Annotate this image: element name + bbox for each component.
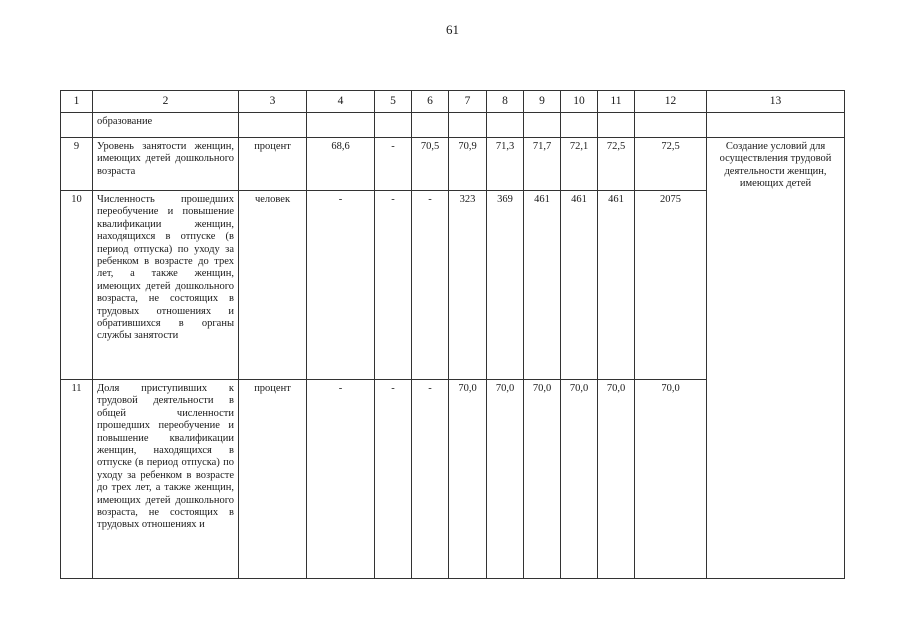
column-header: 9 — [524, 91, 561, 113]
value-cell: 461 — [598, 191, 635, 380]
value-cell: 70,0 — [561, 380, 598, 579]
value-cell: 70,0 — [524, 380, 561, 579]
value-cell: 70,0 — [635, 380, 707, 579]
row-number: 9 — [61, 138, 93, 191]
table-row — [61, 138, 845, 191]
value-cell: 2075 — [635, 191, 707, 380]
value-cell: 323 — [449, 191, 487, 380]
table-cell — [598, 113, 635, 138]
indicator-name: Доля приступивших к трудовой деятельности в общей численности прошедших переобучение и повышение квалификации женщин, находящихся в отпуске (в период отпуска) по уходу за ребенком в возрасте до трех лет, а также женщин, имеющих детей дошкольного возраста, не состоящих в трудовых отношениях и — [93, 380, 239, 579]
value-cell: 369 — [487, 191, 524, 380]
column-header: 2 — [93, 91, 239, 113]
table-cell — [524, 113, 561, 138]
table-cell — [412, 113, 449, 138]
row-number: 10 — [61, 191, 93, 380]
value-cell: - — [412, 380, 449, 579]
value-cell: 72,5 — [635, 138, 707, 191]
value-cell: 71,3 — [487, 138, 524, 191]
page-number: 61 — [446, 22, 459, 37]
table-cell — [707, 113, 845, 138]
value-cell: - — [375, 191, 412, 380]
table-cell — [449, 113, 487, 138]
value-cell: 70,0 — [449, 380, 487, 579]
indicator-name: Численность прошедших переобучение и повышение квалификации женщин, находящихся в отпуске (в период отпуска) по уходу за ребенком в возрасте до трех лет, а также женщин, имеющих детей дошкольного возраста, не состоящих в трудовых отношениях и обратившихся в органы службы занятости — [93, 191, 239, 380]
value-cell: 70,0 — [598, 380, 635, 579]
value-cell: 461 — [561, 191, 598, 380]
column-header: 11 — [598, 91, 635, 113]
value-cell: 72,1 — [561, 138, 598, 191]
continuation-row — [61, 113, 845, 138]
column-header: 4 — [307, 91, 375, 113]
column-header: 12 — [635, 91, 707, 113]
column-header: 5 — [375, 91, 412, 113]
column-header: 3 — [239, 91, 307, 113]
value-cell: - — [375, 138, 412, 191]
indicators-table — [60, 90, 845, 579]
table-cell — [239, 113, 307, 138]
table-cell — [307, 113, 375, 138]
value-cell: - — [307, 191, 375, 380]
column-header: 10 — [561, 91, 598, 113]
column-header: 8 — [487, 91, 524, 113]
indicator-name: Уровень занятости женщин, имеющих детей дошкольного возраста — [93, 138, 239, 191]
value-cell: 70,5 — [412, 138, 449, 191]
value-cell: - — [375, 380, 412, 579]
column-header: 1 — [61, 91, 93, 113]
unit-cell: процент — [239, 138, 307, 191]
row-number: 11 — [61, 380, 93, 579]
value-cell: 71,7 — [524, 138, 561, 191]
value-cell: - — [307, 380, 375, 579]
table-cell — [61, 113, 93, 138]
value-cell: 461 — [524, 191, 561, 380]
column-header: 13 — [707, 91, 845, 113]
column-header: 7 — [449, 91, 487, 113]
continuation-text: образование — [93, 113, 239, 138]
unit-cell: человек — [239, 191, 307, 380]
goal-cell: Создание условий для осуществления трудовой деятельности женщин, имеющих детей — [707, 138, 845, 579]
table-cell — [375, 113, 412, 138]
value-cell: 68,6 — [307, 138, 375, 191]
table-cell — [635, 113, 707, 138]
value-cell: 72,5 — [598, 138, 635, 191]
value-cell: 70,0 — [487, 380, 524, 579]
value-cell: 70,9 — [449, 138, 487, 191]
table-cell — [487, 113, 524, 138]
value-cell: - — [412, 191, 449, 380]
column-header: 6 — [412, 91, 449, 113]
header-row — [61, 91, 845, 113]
unit-cell: процент — [239, 380, 307, 579]
table-cell — [561, 113, 598, 138]
